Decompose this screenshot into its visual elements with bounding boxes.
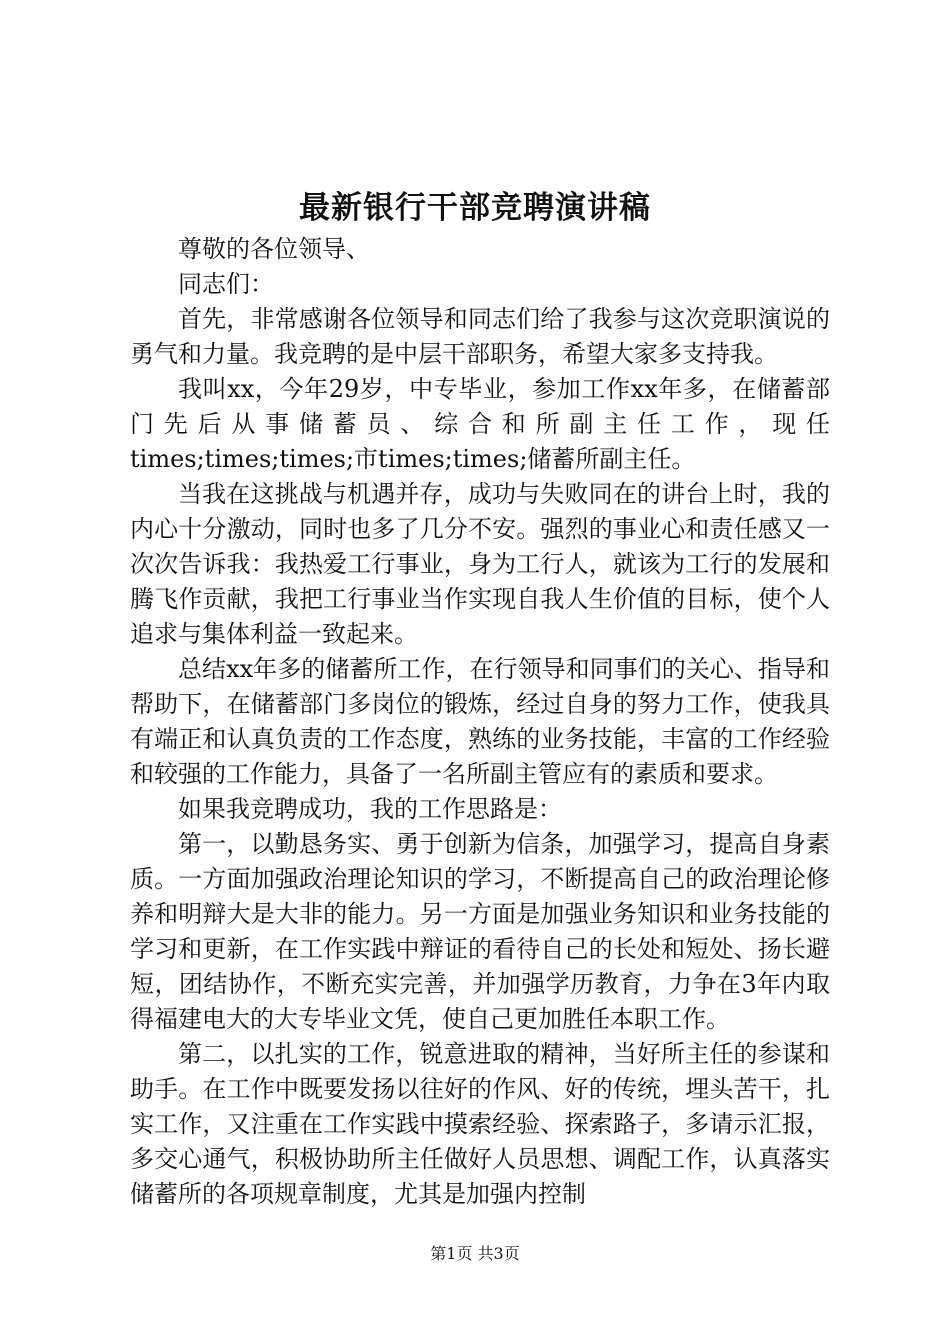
- paragraph: 如果我竞聘成功，我的工作思路是：: [178, 795, 562, 823]
- paragraph: 第二，以扎实的工作，锐意进取的精神，当好所主任的参谋和助手。在工作中既要发扬以往好的作风、好的传统，埋头苦干，扎实工作，又注重在工作实践中摸索经验、探索路子，多请示汇报，多交心通气，积极协助所主任做好人员思想、调配工作，认真落实储蓄所的各项规章制度，尤其是加强内控制: [130, 1040, 830, 1208]
- paragraph: 总结xx年多的储蓄所工作，在行领导和同事们的关心、指导和帮助下，在储蓄部门多岗位的锻炼，经过自身的努力工作，使我具有端正和认真负责的工作态度，熟练的业务技能，丰富的工作经验和较强的工作能力，具备了一名所副主管应有的素质和要求。: [130, 655, 830, 788]
- paragraph: 首先，非常感谢各位领导和同志们给了我参与这次竞职演说的勇气和力量。我竞聘的是中层干部职务，希望大家多支持我。: [130, 305, 830, 368]
- paragraph: 我叫xx，今年29岁，中专毕业，参加工作xx年多，在储蓄部门先后从事储蓄员、综合和所副主任工作，现任times;times;times;市times;times;储蓄所副主任。: [130, 375, 830, 473]
- document-body: [130, 232, 830, 1212]
- paragraph-salutation-2: 同志们：: [178, 270, 274, 298]
- paragraph: 第一，以勤恳务实、勇于创新为信条，加强学习，提高自身素质。一方面加强政治理论知识的学习，不断提高自己的政治理论修养和明辩大是大非的能力。另一方面是加强业务知识和业务技能的学习和更新，在工作实践中辩证的看待自己的长处和短处、扬长避短，团结协作，不断充实完善，并加强学历教育，力争在3年内取得福建电大的大专毕业文凭，使自己更加胜任本职工作。: [130, 830, 830, 1033]
- page-footer: 第1页 共3页: [430, 1244, 520, 1263]
- document-title: 最新银行干部竞聘演讲稿: [299, 190, 651, 226]
- paragraph: 当我在这挑战与机遇并存，成功与失败同在的讲台上时，我的内心十分激动，同时也多了几分不安。强烈的事业心和责任感又一次次告诉我：我热爱工行事业，身为工行人，就该为工行的发展和腾飞作贡献，我把工行事业当作实现自我人生价值的目标，使个人追求与集体利益一致起来。: [130, 480, 830, 648]
- paragraph-salutation-1: 尊敬的各位领导、: [178, 235, 370, 263]
